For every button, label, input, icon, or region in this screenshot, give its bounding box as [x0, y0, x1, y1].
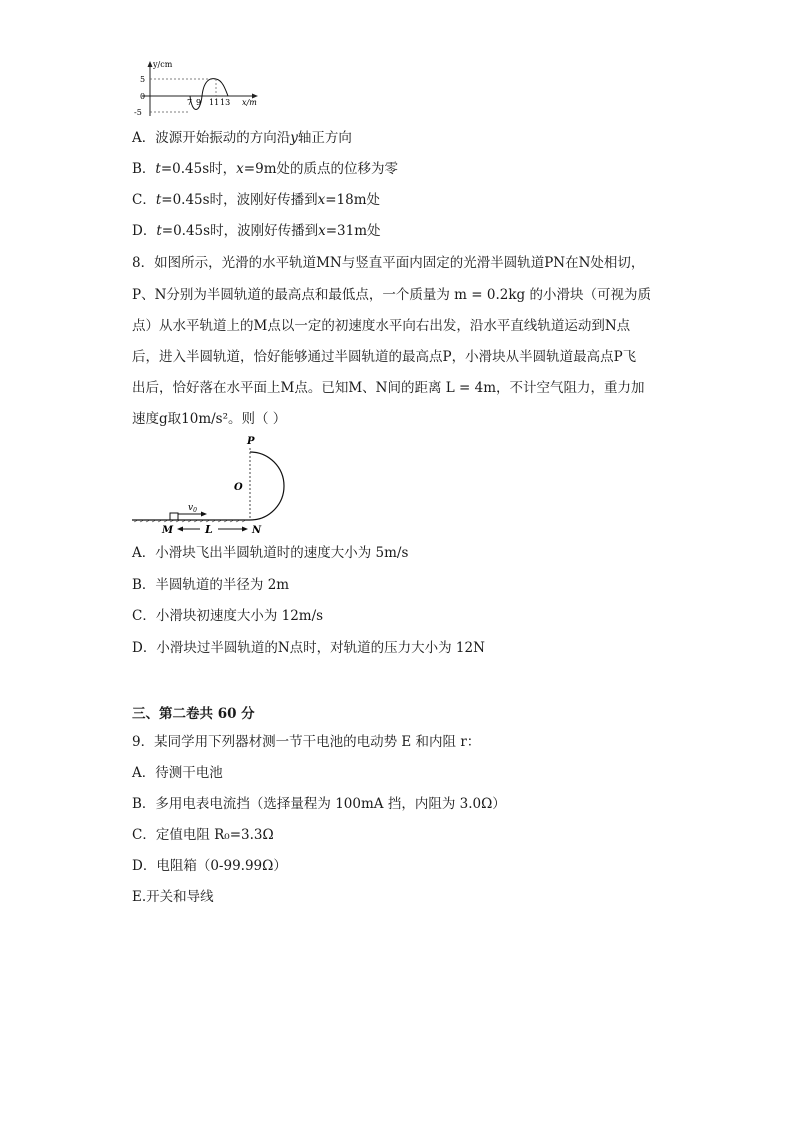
q8-option-d: D．小滑块过半圆轨道的N点时，对轨道的压力大小为 12N	[132, 640, 485, 656]
semicircle-track	[250, 452, 284, 520]
y-axis-arrow	[148, 61, 153, 67]
distance-arrowhead-right	[242, 527, 248, 532]
q8-stem-line-3: 点）从水平轨道上的M点以一定的初速度水平向右出发，沿水平直线轨道运动到N点	[132, 318, 631, 334]
y-tick-neg5: -5	[134, 108, 142, 117]
label-N: N	[252, 525, 262, 536]
q8-option-a: A．小滑块飞出半圆轨道时的速度大小为 5m/s	[132, 545, 409, 561]
slider-block	[170, 513, 178, 520]
label-M: M	[162, 525, 174, 536]
q9-stem: 9．某同学用下列器材测一节干电池的电动势 E 和内阻 r：	[132, 734, 481, 750]
y-tick-5: 5	[140, 75, 146, 84]
q8-option-b: B．半圆轨道的半径为 2m	[132, 577, 290, 593]
velocity-arrowhead	[201, 512, 207, 517]
x-tick-9: 9	[196, 98, 202, 107]
q8-stem-line-1: 8．如图所示，光滑的水平轨道MN与竖直平面内固定的光滑半圆轨道PN在N处相切，	[132, 255, 645, 271]
x-axis-label: x/m	[242, 98, 257, 107]
wave-graph	[130, 58, 270, 120]
q9-option-a: A．待测干电池	[132, 765, 223, 781]
q9-option-c: C．定值电阻 R₀=3.3Ω	[132, 827, 274, 843]
label-v0: $v_0$	[188, 503, 197, 514]
label-O: O	[234, 482, 243, 493]
q8-stem-line-5: 出后，恰好落在水平面上M点。已知M、N间的距离 L = 4m，不计空气阻力，重力加	[132, 380, 645, 396]
q9-option-b: B．多用电表电流挡（选择量程为 100mA 挡，内阻为 3.0Ω）	[132, 796, 506, 812]
q7-option-d: D．t=0.45s时，波刚好传播到x=31m处	[132, 223, 381, 239]
x-tick-11: 11	[209, 98, 220, 107]
y-axis-label: y/cm	[153, 60, 173, 69]
label-L: L	[205, 523, 213, 536]
y-tick-0: 0	[140, 92, 146, 101]
q8-option-c: C．小滑块初速度大小为 12m/s	[132, 608, 324, 624]
q8-stem-line-4: 后，进入半圆轨道，恰好能够通过半圆轨道的最高点P，小滑块从半圆轨道最高点P飞	[132, 349, 637, 365]
q8-stem-line-2: P、N分别为半圆轨道的最高点和最低点，一个质量为 m = 0.2kg 的小滑块（可视为质	[132, 287, 651, 303]
q9-option-e: E.开关和导线	[132, 889, 214, 905]
track-diagram	[128, 434, 308, 538]
q7-option-a: A．波源开始振动的方向沿y轴正方向	[132, 130, 352, 146]
x-tick-7: 7	[187, 98, 193, 107]
label-P: P	[247, 436, 255, 447]
x-tick-13: 13	[220, 98, 231, 107]
q8-stem-line-6: 速度g取10m/s²。则（ ）	[132, 411, 287, 427]
distance-arrowhead-left	[177, 527, 183, 532]
q7-option-b: B．t=0.45s时，x=9m处的质点的位移为零	[132, 161, 398, 177]
section-heading: 三、第二卷共 60 分	[132, 706, 255, 722]
q7-option-c: C．t=0.45s时，波刚好传播到x=18m处	[132, 192, 381, 208]
q9-option-d: D．电阻箱（0-99.99Ω）	[132, 858, 287, 874]
